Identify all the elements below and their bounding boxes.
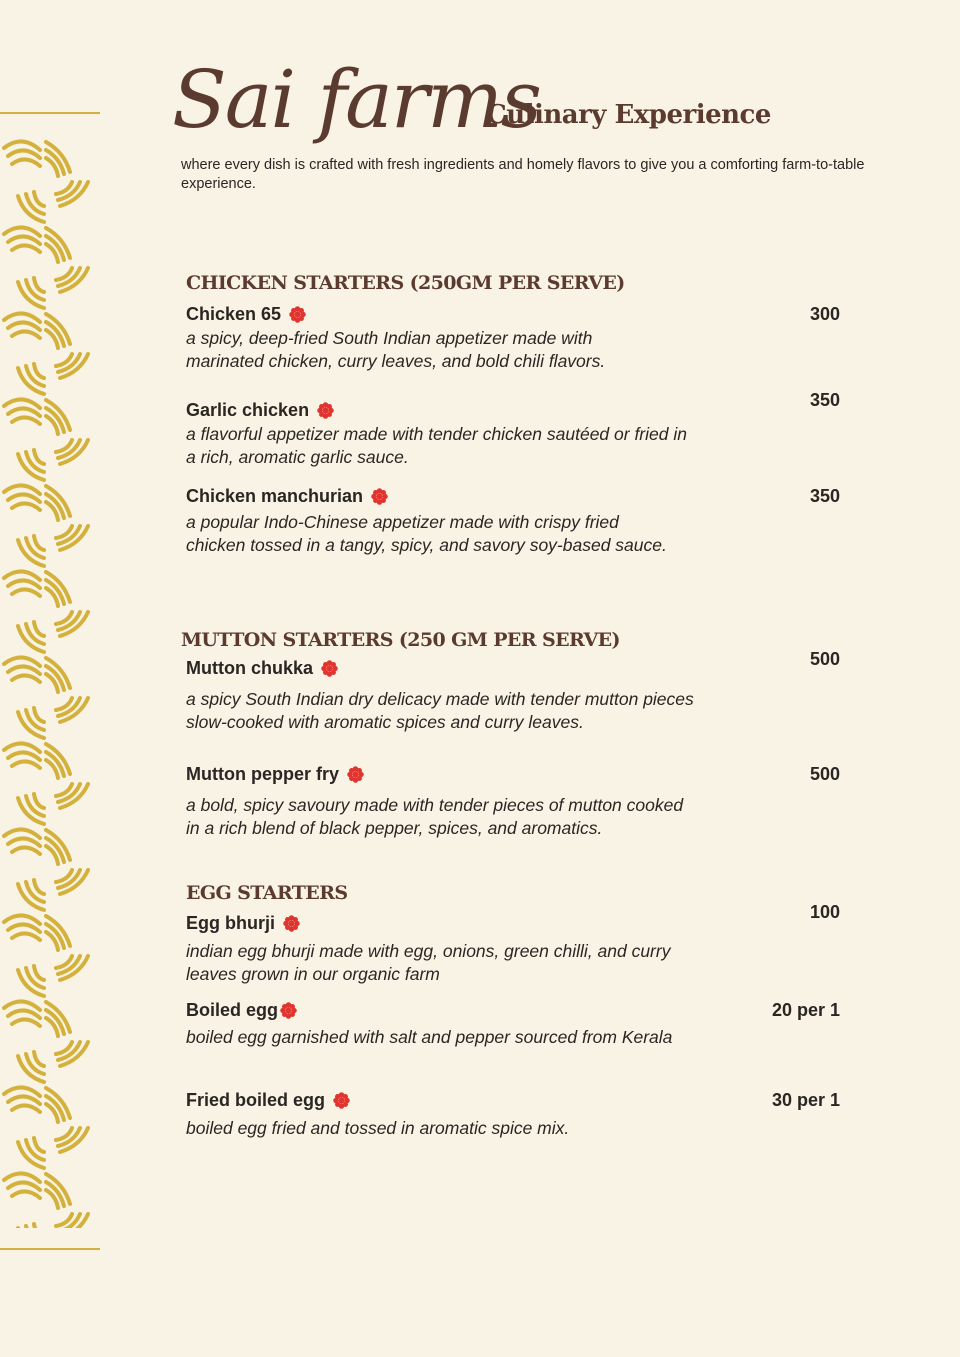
menu-item-name xyxy=(186,1088,350,1112)
item-name-text: Fried boiled egg xyxy=(186,1090,326,1110)
red-chili-flower-icon xyxy=(317,402,334,419)
item-description: a spicy, deep-fried South Indian appetizer made with marinated chicken, curry leaves, and bold chili flavors. xyxy=(186,328,606,371)
menu-item-name xyxy=(186,656,338,680)
red-chili-flower-icon xyxy=(289,306,306,323)
menu-item-name xyxy=(186,762,364,786)
item-price: 500 xyxy=(809,764,840,784)
page-subtitle: Culinary Experience xyxy=(486,100,771,130)
red-chili-flower-icon xyxy=(280,1002,297,1019)
red-chili-flower-icon xyxy=(333,1092,350,1109)
item-price: 350 xyxy=(809,390,840,410)
section-heading-egg: EGG STARTERS xyxy=(186,882,348,904)
item-description: boiled egg garnished with salt and pepper sourced from Kerala xyxy=(186,1027,673,1047)
item-name-text: Boiled egg xyxy=(186,1000,279,1020)
item-description: indian egg bhurji made with egg, onions, green chilli, and curry leaves grown in our organic farm xyxy=(186,941,671,984)
item-name-text: Garlic chicken xyxy=(186,400,310,420)
section-heading-chicken: CHICKEN STARTERS (250GM PER SERVE) xyxy=(186,272,625,294)
menu-item-name xyxy=(186,911,300,935)
red-chili-flower-icon xyxy=(347,766,364,783)
item-price: 20 per 1 xyxy=(771,1000,840,1020)
item-description: boiled egg fried and tossed in aromatic spice mix. xyxy=(186,1118,570,1138)
menu-item-name xyxy=(186,484,388,508)
item-description: a bold, spicy savoury made with tender pieces of mutton cooked in a rich blend of black pepper, spices, and aromatics. xyxy=(186,795,684,838)
section-heading-mutton: MUTTON STARTERS (250 GM PER SERVE) xyxy=(181,629,620,651)
item-description: a flavorful appetizer made with tender chicken sautéed or fried in a rich, aromatic garlic sauce. xyxy=(186,424,687,467)
item-price: 100 xyxy=(809,902,840,922)
brand-logo: Sai farms xyxy=(172,53,540,146)
item-description: a spicy South Indian dry delicacy made with tender mutton pieces slow-cooked with aromatic spices and curry leaves. xyxy=(186,689,694,732)
item-price: 300 xyxy=(809,304,840,324)
red-chili-flower-icon xyxy=(321,660,338,677)
item-name-text: Mutton pepper fry xyxy=(186,764,339,784)
gold-braid-pattern-icon xyxy=(0,138,92,1228)
menu-item-name xyxy=(186,998,297,1022)
item-price: 30 per 1 xyxy=(771,1090,840,1110)
item-description: a popular Indo-Chinese appetizer made with crispy fried chicken tossed in a tangy, spicy, and savory soy-based sauce. xyxy=(186,512,667,555)
menu-item-name xyxy=(186,398,334,422)
menu-item-name xyxy=(186,302,306,326)
top-gold-rule xyxy=(0,112,100,114)
item-name-text: Chicken manchurian xyxy=(186,486,364,506)
item-name-text: Mutton chukka xyxy=(186,658,314,678)
item-name-text: Chicken 65 xyxy=(186,304,282,324)
item-price: 500 xyxy=(809,649,840,669)
red-chili-flower-icon xyxy=(371,488,388,505)
item-price: 350 xyxy=(809,486,840,506)
red-chili-flower-icon xyxy=(283,915,300,932)
bottom-gold-rule xyxy=(0,1248,100,1250)
intro-text: where every dish is crafted with fresh ingredients and homely flavors to give you a comforting farm-to-table experience. xyxy=(181,157,865,192)
item-name-text: Egg bhurji xyxy=(186,913,275,933)
